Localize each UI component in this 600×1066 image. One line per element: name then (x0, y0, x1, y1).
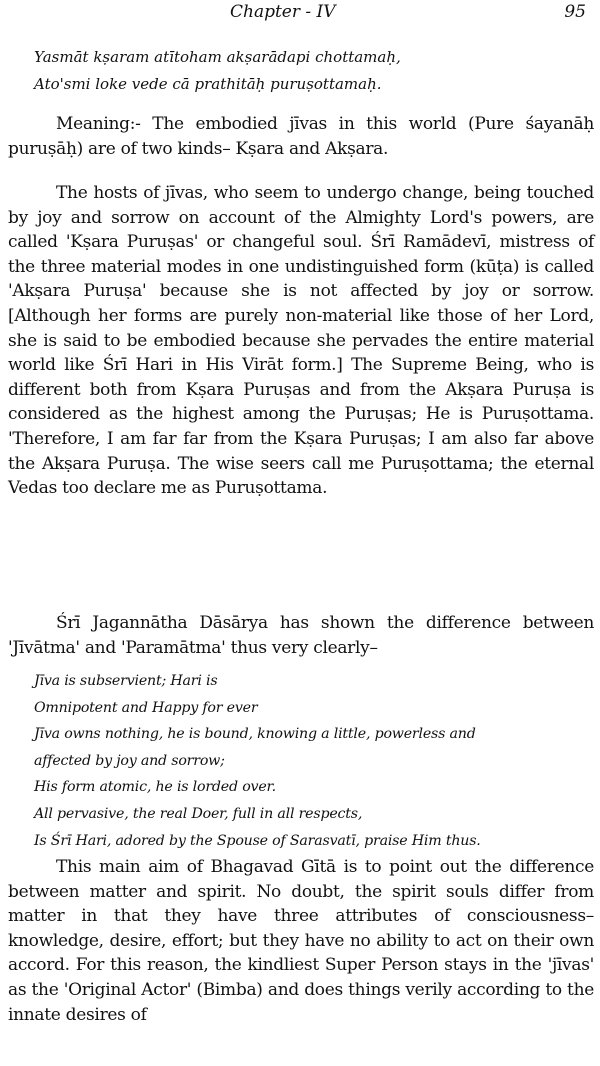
verse-line-1: Yasmāt kṣaram atītoham akṣarādapi chottamaḥ, (34, 48, 401, 66)
hosts-paragraph: The hosts of jīvas, who seem to undergo change, being touched by joy and sorrow on account of the Almighty Lord's powers, are called 'Kṣara Puruṣas' or changeful soul. Śrī Ramādevī, mistress of the three material modes in one undistinguished form (kūṭa) is called 'Akṣara Puruṣa' because she is not affected by joy or sorrow. [Although her forms are purely non-material like those of her Lord, she is said to be embodied because she pervades the entire material world like Śrī Hari in His Virāt form.] The Supreme Being, who is different both from Kṣara Puruṣas and from the Akṣara Puruṣa is considered as the highest among the Puruṣas; He is Puruṣottama. 'Therefore, I am far far from the Kṣara Puruṣas; I am also far above the Akṣara Puruṣa. The wise seers call me Puruṣottama; the eternal Vedas too declare me as Puruṣottama. (8, 183, 594, 499)
verse-line-2: Ato'smi loke vede cā prathitāḥ puruṣottamaḥ. (34, 75, 382, 93)
poem-line-2: Omnipotent and Happy for ever (34, 699, 258, 716)
sanskrit-verse (34, 44, 564, 98)
chapter-title: Chapter - IV (230, 2, 336, 22)
poem-line-7: Is Śrī Hari, adored by the Spouse of Sarasvatī, praise Him thus. (34, 832, 481, 849)
poem-line-5: His form atomic, he is lorded over. (34, 779, 276, 796)
poem-line-3: Jīva owns nothing, he is bound, knowing a little, powerless and (34, 726, 476, 743)
poem-block (34, 668, 596, 854)
main-aim-paragraph: This main aim of Bhagavad Gītā is to point out the difference between matter and spirit. No doubt, the spirit souls differ from matter in that they have three attributes of consciousness– knowledge, desire, effort; but they have no ability to act on their own accord. For this reason, the kindliest Super Person stays in the 'jīvas' as the 'Original Actor' (Bimba) and does things verily according to the innate desires of (8, 857, 594, 1025)
jagannatha-paragraph: Śrī Jagannātha Dāsārya has shown the difference between 'Jīvātma' and 'Paramātma' thus very clearly– (8, 613, 594, 658)
page-header (0, 0, 600, 34)
meaning-paragraph: Meaning:- The embodied jīvas in this world (Pure śayanāḥ puruṣāḥ) are of two kinds– Kṣara and Akṣara. (8, 114, 594, 159)
poem-line-6: All pervasive, the real Doer, full in all respects, (34, 805, 363, 822)
page-number: 95 (564, 2, 586, 22)
poem-line-4: affected by joy and sorrow; (34, 752, 225, 769)
poem-line-1: Jīva is subservient; Hari is (34, 673, 218, 689)
